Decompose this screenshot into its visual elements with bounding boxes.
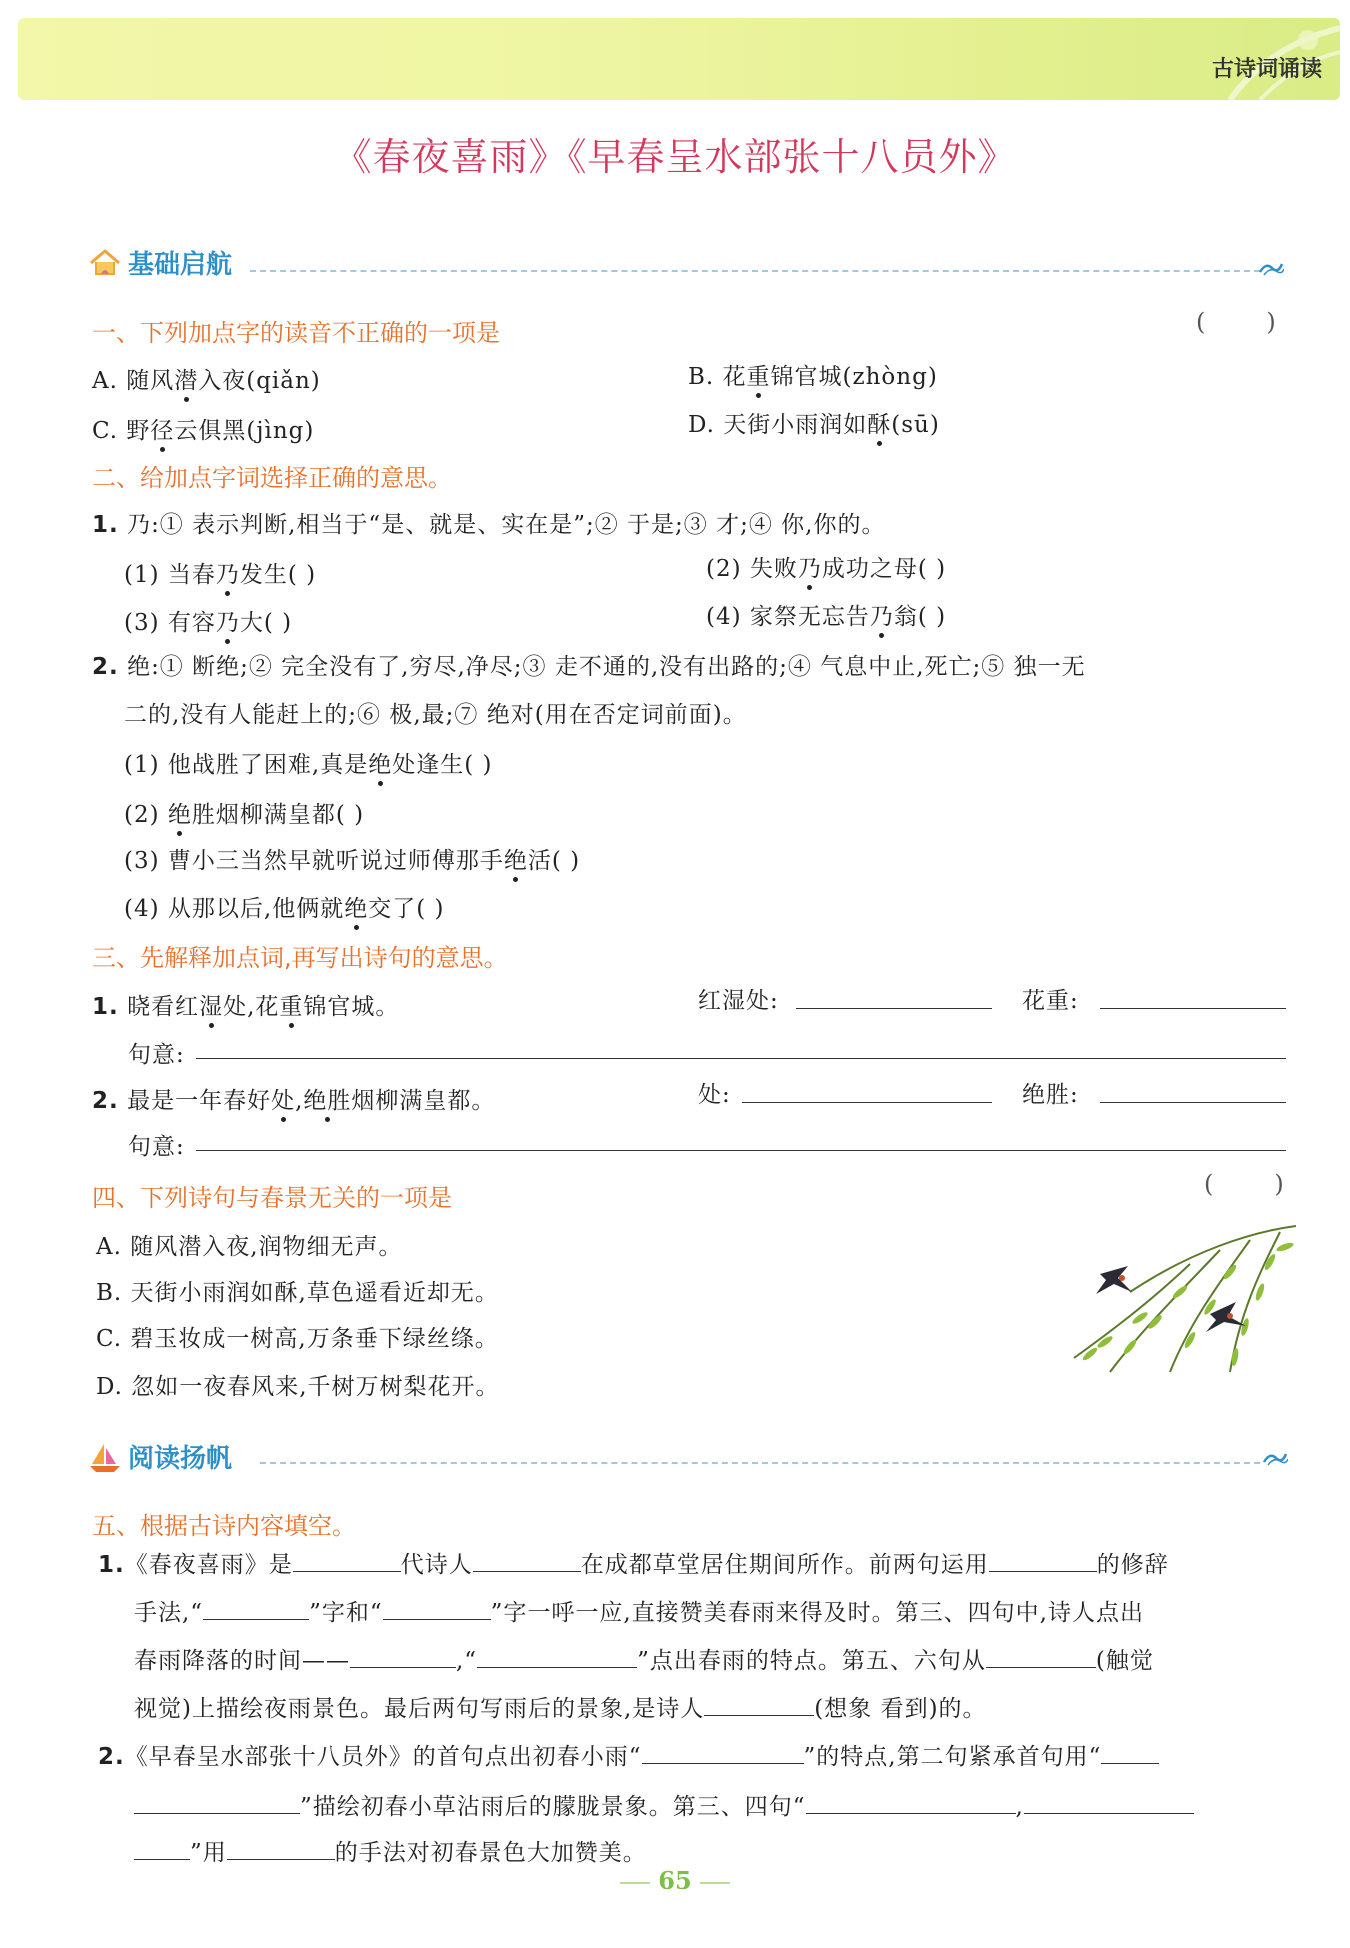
q2-item-1: 1. 乃:① 表示判断,相当于“是、就是、实在是”;② 于是;③ 才;④ 你,你的。 [92, 512, 886, 538]
sailboat-icon [88, 1440, 122, 1474]
answer-bracket[interactable]: ( ) [1204, 1170, 1284, 1198]
question-2-heading: 二、给加点字词选择正确的意思。 [92, 464, 452, 492]
section-tag: 古诗词诵读 [1211, 57, 1322, 82]
q5-2-line-2: ”描绘初春小草沾雨后的朦胧景象。第三、四句“ , [134, 1788, 1194, 1821]
section-reading-label: 阅读扬帆 [128, 1444, 233, 1474]
house-icon [88, 246, 122, 280]
header-banner [18, 18, 1340, 100]
q4-option-a: A. 随风潜入夜,润物细无声。 [96, 1234, 403, 1260]
q3-line-2: 2. 最是一年春好处,绝胜烟柳满皇都。 [92, 1082, 495, 1115]
option-d: D. 天街小雨润如酥(sū) [688, 406, 940, 439]
q3-1-label-b: 花重: [1022, 988, 1079, 1014]
answer-line[interactable] [742, 1102, 992, 1103]
question-3-heading: 三、先解释加点词,再写出诗句的意思。 [92, 944, 508, 972]
fill-blank[interactable] [227, 1837, 335, 1860]
q4-option-b: B. 天街小雨润如酥,草色遥看近却无。 [96, 1280, 499, 1306]
q2-2-2: (2) 绝胜烟柳满皇都( ) [124, 796, 364, 829]
fill-blank[interactable] [477, 1645, 637, 1668]
fill-blank[interactable] [1101, 1741, 1159, 1764]
q3-line-1: 1. 晓看红湿处,花重锦官城。 [92, 988, 399, 1021]
page-title: 《春夜喜雨》《早春呈水部张十八员外》 [333, 135, 1017, 179]
q2-1-4: (4) 家祭无忘告乃翁( ) [706, 598, 946, 631]
fill-blank[interactable] [704, 1693, 814, 1716]
section-reading-heading [88, 1438, 232, 1475]
q5-2-line-3: ”用 的手法对初春景色大加赞美。 [134, 1834, 647, 1867]
willow-swallow-illustration [1070, 1222, 1296, 1378]
option-c: C. 野径云俱黑(jìng) [92, 412, 314, 445]
answer-line[interactable] [796, 1008, 992, 1009]
q2-item-2: 2. 绝:① 断绝;② 完全没有了,穷尽,净尽;③ 走不通的,没有出路的;④ 气息中止,死亡;⑤ 独一无 [92, 654, 1086, 680]
q3-1-label-a: 红湿处: [698, 988, 779, 1014]
answer-line[interactable] [196, 1058, 1286, 1059]
section-divider [260, 1462, 1260, 1464]
fill-blank[interactable] [293, 1549, 401, 1572]
q2-1-2: (2) 失败乃成功之母( ) [706, 550, 946, 583]
q2-1-3: (3) 有容乃大( ) [124, 604, 292, 637]
fill-blank[interactable] [383, 1597, 491, 1620]
fill-blank[interactable] [473, 1549, 581, 1572]
answer-line[interactable] [1100, 1008, 1286, 1009]
q2-2-1: (1) 他战胜了困难,真是绝处逢生( ) [124, 746, 492, 779]
q4-option-d: D. 忽如一夜春风来,千树万树梨花开。 [96, 1374, 500, 1400]
fill-blank[interactable] [989, 1549, 1097, 1572]
q5-2-line-1: 2.《早春呈水部张十八员外》的首句点出初春小雨“ ”的特点,第二句紧承首句用“ [98, 1738, 1159, 1771]
wave-icon [1258, 258, 1284, 276]
q5-1-line-3: 春雨降落的时间—— ,“ ”点出春雨的特点。第五、六句从 (触觉 [134, 1642, 1154, 1675]
fill-blank[interactable] [134, 1791, 300, 1814]
question-1-heading: 一、下列加点字的读音不正确的一项是 [92, 319, 500, 347]
wave-icon [1262, 1448, 1288, 1466]
question-4-heading: 四、下列诗句与春景无关的一项是 [92, 1184, 452, 1212]
fill-blank[interactable] [134, 1837, 190, 1860]
answer-bracket[interactable]: ( ) [1196, 308, 1276, 336]
q5-1-line-2: 手法,“ ”字和“ ”字一呼一应,直接赞美春雨来得及时。第三、四句中,诗人点出 [134, 1594, 1144, 1627]
fill-blank[interactable] [806, 1791, 1016, 1814]
q5-1-line-4: 视觉)上描绘夜雨景色。最后两句写雨后的景象,是诗人 (想象 看到)的。 [134, 1690, 987, 1723]
fill-blank[interactable] [642, 1741, 804, 1764]
answer-line[interactable] [196, 1150, 1286, 1151]
option-a: A. 随风潜入夜(qiǎn) [92, 362, 321, 395]
fill-blank[interactable] [350, 1645, 456, 1668]
q2-1-1: (1) 当春乃发生( ) [124, 556, 316, 589]
answer-line[interactable] [1100, 1102, 1286, 1103]
fill-blank[interactable] [986, 1645, 1096, 1668]
q5-1-line-1: 1.《春夜喜雨》是 代诗人 在成都草堂居住期间所作。前两句运用 的修辞 [98, 1546, 1169, 1579]
option-b: B. 花重锦官城(zhòng) [688, 358, 938, 391]
fill-blank[interactable] [203, 1597, 309, 1620]
section-basic-label: 基础启航 [128, 250, 233, 280]
fill-blank[interactable] [1024, 1791, 1194, 1814]
q3-1-meaning-label: 句意: [128, 1042, 185, 1068]
q3-2-meaning-label: 句意: [128, 1134, 185, 1160]
page-number: 65 [0, 1866, 1350, 1895]
q2-item-2-cont: 二的,没有人能赶上的;⑥ 极,最;⑦ 绝对(用在否定词前面)。 [124, 702, 747, 728]
q2-2-3: (3) 曹小三当然早就听说过师傅那手绝活( ) [124, 842, 580, 875]
q4-option-c: C. 碧玉妆成一树高,万条垂下绿丝绦。 [96, 1326, 499, 1352]
q3-2-label-a: 处: [698, 1082, 731, 1108]
section-basic-heading [88, 244, 232, 281]
q3-2-label-b: 绝胜: [1022, 1082, 1079, 1108]
question-5-heading: 五、根据古诗内容填空。 [92, 1512, 356, 1540]
q2-2-4: (4) 从那以后,他俩就绝交了( ) [124, 890, 444, 923]
section-divider [250, 270, 1260, 272]
